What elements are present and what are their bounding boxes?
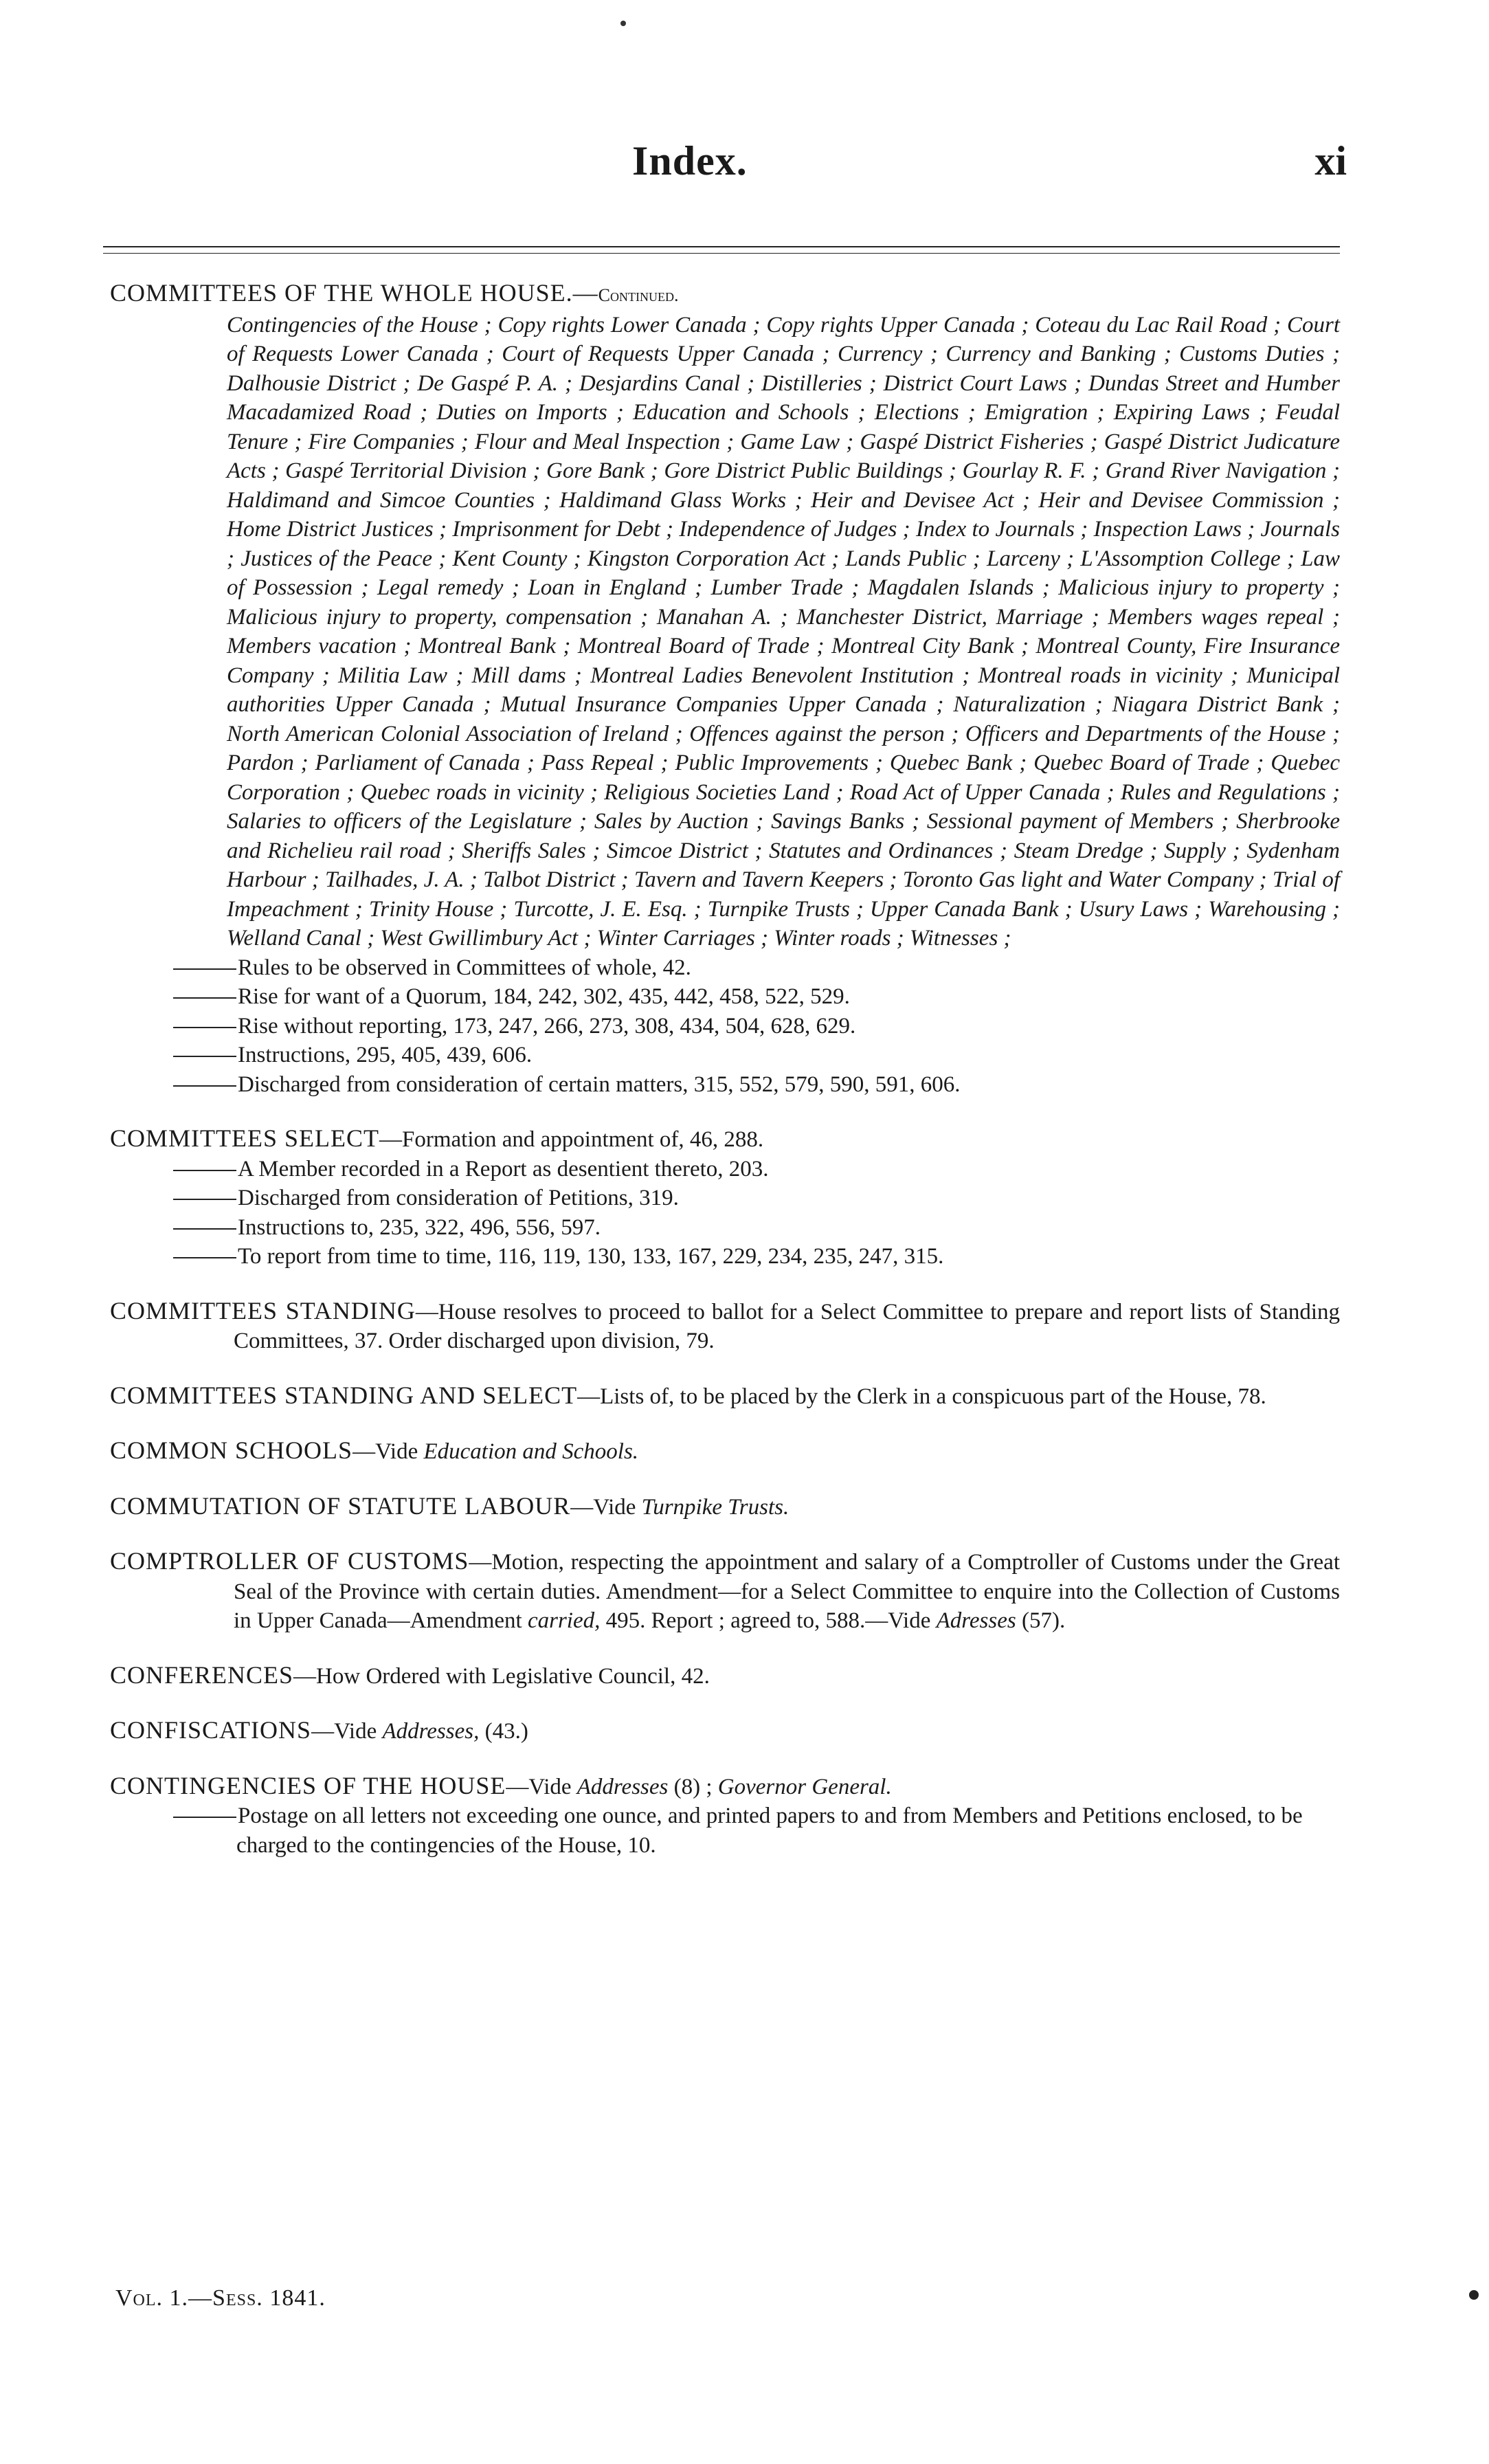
dash-rule — [173, 1228, 236, 1230]
entry-heading: COMMITTEES STANDING — [110, 1296, 416, 1324]
entry-text: —Lists of, to be placed by the Clerk in a conspicuous part of the House, 78. — [577, 1384, 1266, 1409]
signature-line — [115, 2285, 326, 2311]
vol-label: Vol. — [115, 2285, 164, 2311]
index-entry-contingencies — [110, 1771, 1340, 1861]
session-year: 1841. — [262, 2285, 326, 2311]
sub-entry-text: Instructions, 295, 405, 439, 606. — [238, 1043, 533, 1067]
entry-text-continued: (8) ; — [668, 1774, 718, 1799]
dash-rule — [173, 1199, 236, 1200]
entry-heading: CONTINGENCIES OF THE HOUSE — [110, 1771, 506, 1799]
sub-entry — [173, 1213, 1340, 1243]
index-entry-commutation — [110, 1491, 1340, 1522]
entry-heading: COMMITTEES SELECT — [110, 1124, 379, 1152]
sub-entry — [173, 1012, 1340, 1041]
entry-heading: COMMUTATION OF STATUTE LABOUR — [110, 1491, 571, 1520]
sub-entry — [173, 1242, 1340, 1272]
dash-rule — [173, 1817, 236, 1818]
sub-entry-text: Rules to be observed in Committees of whole, 42. — [238, 955, 691, 980]
sub-entry-text: To report from time to time, 116, 119, 130, 133, 167, 229, 234, 235, 247, 315. — [238, 1244, 944, 1269]
entry-heading: COMMITTEES OF THE WHOLE HOUSE.— — [110, 279, 598, 307]
page-number: xi — [1314, 138, 1347, 184]
sub-entry — [173, 982, 1340, 1012]
entry-text-end: (57). — [1016, 1608, 1066, 1633]
index-content — [110, 278, 1340, 1860]
sub-entry-text: Postage on all letters not exceeding one ounce, and printed papers to and from Members and Petitions enclosed, to be charged to the contingencies of the House, 10. — [236, 1803, 1303, 1858]
sub-entry-text: Rise without reporting, 173, 247, 266, 273, 308, 434, 504, 628, 629. — [238, 1013, 856, 1039]
sub-entry — [173, 1070, 1340, 1100]
entry-text: —Motion, respecting the appointment and salary of a Comptroller of Customs under the Great Seal of the Province with certain duties. Amendment—for a Select Committee to enquire into the Collection of Customs in Upper Canada—Amendment — [234, 1550, 1340, 1633]
italic-text: carried, — [527, 1608, 601, 1633]
entry-heading: COMMON SCHOOLS — [110, 1436, 353, 1464]
entry-heading: CONFERENCES — [110, 1661, 294, 1689]
entry-heading: COMMITTEES STANDING AND SELECT — [110, 1381, 578, 1409]
index-entry-comptroller — [110, 1546, 1340, 1636]
dash-rule — [173, 1027, 236, 1028]
index-entry-standing-and-select — [110, 1381, 1340, 1412]
index-entry-committees-select — [110, 1124, 1340, 1272]
ink-speck — [620, 21, 626, 26]
entry-text: —How Ordered with Legislative Council, 42. — [293, 1663, 710, 1689]
header-rule-thin — [103, 253, 1340, 254]
entry-text: —Vide — [352, 1439, 424, 1464]
index-entry-common-schools — [110, 1436, 1340, 1467]
cross-reference-2: Governor General. — [717, 1774, 892, 1799]
cross-reference: Turnpike Trusts. — [641, 1494, 790, 1520]
cross-reference: Addresses — [576, 1774, 669, 1799]
index-entry-whole-house — [110, 278, 1340, 1099]
entry-heading: CONFISCATIONS — [110, 1716, 312, 1744]
sub-entry-text: Rise for want of a Quorum, 184, 242, 302, 435, 442, 458, 522, 529. — [238, 984, 850, 1009]
entry-text: —Vide — [311, 1719, 383, 1744]
sub-entry — [173, 1184, 1340, 1213]
sub-entry-text: Instructions to, 235, 322, 496, 556, 597. — [238, 1214, 601, 1240]
continued-label: Continued. — [598, 285, 679, 305]
sub-entry — [173, 1801, 1340, 1860]
cross-reference: Education and Schools. — [423, 1439, 639, 1464]
dash-rule — [173, 1257, 236, 1258]
dash-rule — [173, 1170, 236, 1171]
entry-heading: COMPTROLLER OF CUSTOMS — [110, 1547, 469, 1575]
running-header — [110, 137, 1347, 199]
entry-text: —Vide — [506, 1774, 577, 1799]
entry-text: —Vide — [570, 1494, 642, 1520]
vol-number: 1.— — [163, 2285, 213, 2311]
cross-reference: Addresses, — [382, 1719, 480, 1744]
entry-subject-list: Contingencies of the House ; Copy rights Lower Canada ; Copy rights Upper Canada ; Coteau du Lac Rail Road ; Court of Requests Lower Canada ; Court of Requests Upper Canada ; Currency ; Currency and Banking ; Customs Duties ; Dalhousie District ; De Gaspé P. A. ; Desjardins Canal ; Distilleries ; District Court Laws ; Dundas Street and Humber Macadamized Road ; Duties on Imports ; Education and Schools ; Elections ; Emigration ; Expiring Laws ; Feudal Tenure ; Fire Companies ; Flour and Meal Inspection ; Game Law ; Gaspé District Fisheries ; Gaspé District Judicature Acts ; Gaspé Territorial Division ; Gore Bank ; Gore District Public Buildings ; Gourlay R. F. ; Grand River Navigation ; Haldimand and Simcoe Counties ; Haldimand Glass Works ; Heir and Devisee Act ; Heir and Devisee Commission ; Home District Justices ; Imprisonment for Debt ; Independence of Judges ; Index to Journals ; Inspection Laws ; Journals ; Justices of the Peace ; Kent County ; Kingston Corporation Act ; Lands Public ; Larceny ; L'Assomption College ; Law of Possession ; Legal remedy ; Loan in England ; Lumber Trade ; Magdalen Islands ; Malicious injury to property ; Malicious injury to property, compensation ; Manahan A. ; Manchester District, Marriage ; Members wages repeal ; Members vacation ; Montreal Bank ; Montreal Board of Trade ; Montreal City Bank ; Montreal County, Fire Insurance Company ; Militia Law ; Mill dams ; Montreal Ladies Benevolent Institution ; Montreal roads in vicinity ; Municipal authorities Upper Canada ; Mutual Insurance Companies Upper Canada ; Naturalization ; Niagara District Bank ; North American Colonial Association of Ireland ; Offences against the person ; Officers and Departments of the House ; Pardon ; Parliament of Canada ; Pass Repeal ; Public Improvements ; Quebec Bank ; Quebec Board of Trade ; Quebec Corporation ; Quebec roads in vicinity ; Religious Societies Land ; Road Act of Upper Canada ; Rules and Regulations ; Salaries to officers of the Legislature ; Sales by Auction ; Savings Banks ; Sessional payment of Members ; Sherbrooke and Richelieu rail road ; Sheriffs Sales ; Simcoe District ; Statutes and Ordinances ; Steam Dredge ; Supply ; Sydenham Harbour ; Tailhades, J. A. ; Talbot District ; Tavern and Tavern Keepers ; Toronto Gas light and Water Company ; Trial of Impeachment ; Trinity House ; Turcotte, J. E. Esq. ; Turnpike Trusts ; Upper Canada Bank ; Usury Laws ; Warehousing ; Welland Canal ; West Gwillimbury Act ; Winter Carriages ; Winter roads ; Witnesses ; — [227, 312, 1340, 951]
dash-rule — [173, 968, 236, 970]
sub-entry-text: Discharged from consideration of Petitions, 319. — [238, 1186, 679, 1210]
sub-entry-text: A Member recorded in a Report as desentient thereto, 203. — [238, 1156, 769, 1181]
header-rule — [103, 246, 1340, 247]
cross-reference: Adresses — [936, 1608, 1016, 1633]
entry-text-continued: 495. Report ; agreed to, 588.—Vide — [600, 1608, 937, 1633]
index-entry-conferences — [110, 1661, 1340, 1691]
sub-entry — [173, 1155, 1340, 1184]
sub-entry-text: Discharged from consideration of certain matters, 315, 552, 579, 590, 591, 606. — [238, 1072, 961, 1097]
dash-rule — [173, 1085, 236, 1087]
entry-text: —House resolves to proceed to ballot for a Select Committee to prepare and report lists of Standing Committees, 37. Order discharged upon division, 79. — [234, 1299, 1341, 1353]
session-label: Sess. — [212, 2285, 263, 2311]
sub-entry — [173, 1041, 1340, 1070]
sub-entry — [173, 953, 1340, 983]
entry-text-end: (43.) — [479, 1719, 528, 1744]
index-entry-confiscations — [110, 1716, 1340, 1746]
index-entry-committees-standing — [110, 1296, 1340, 1356]
dash-rule — [173, 1056, 236, 1057]
entry-text: —Formation and appointment of, 46, 288. — [379, 1127, 764, 1152]
ink-dot — [1469, 2290, 1479, 2300]
page-title: Index. — [632, 138, 748, 184]
dash-rule — [173, 997, 236, 999]
